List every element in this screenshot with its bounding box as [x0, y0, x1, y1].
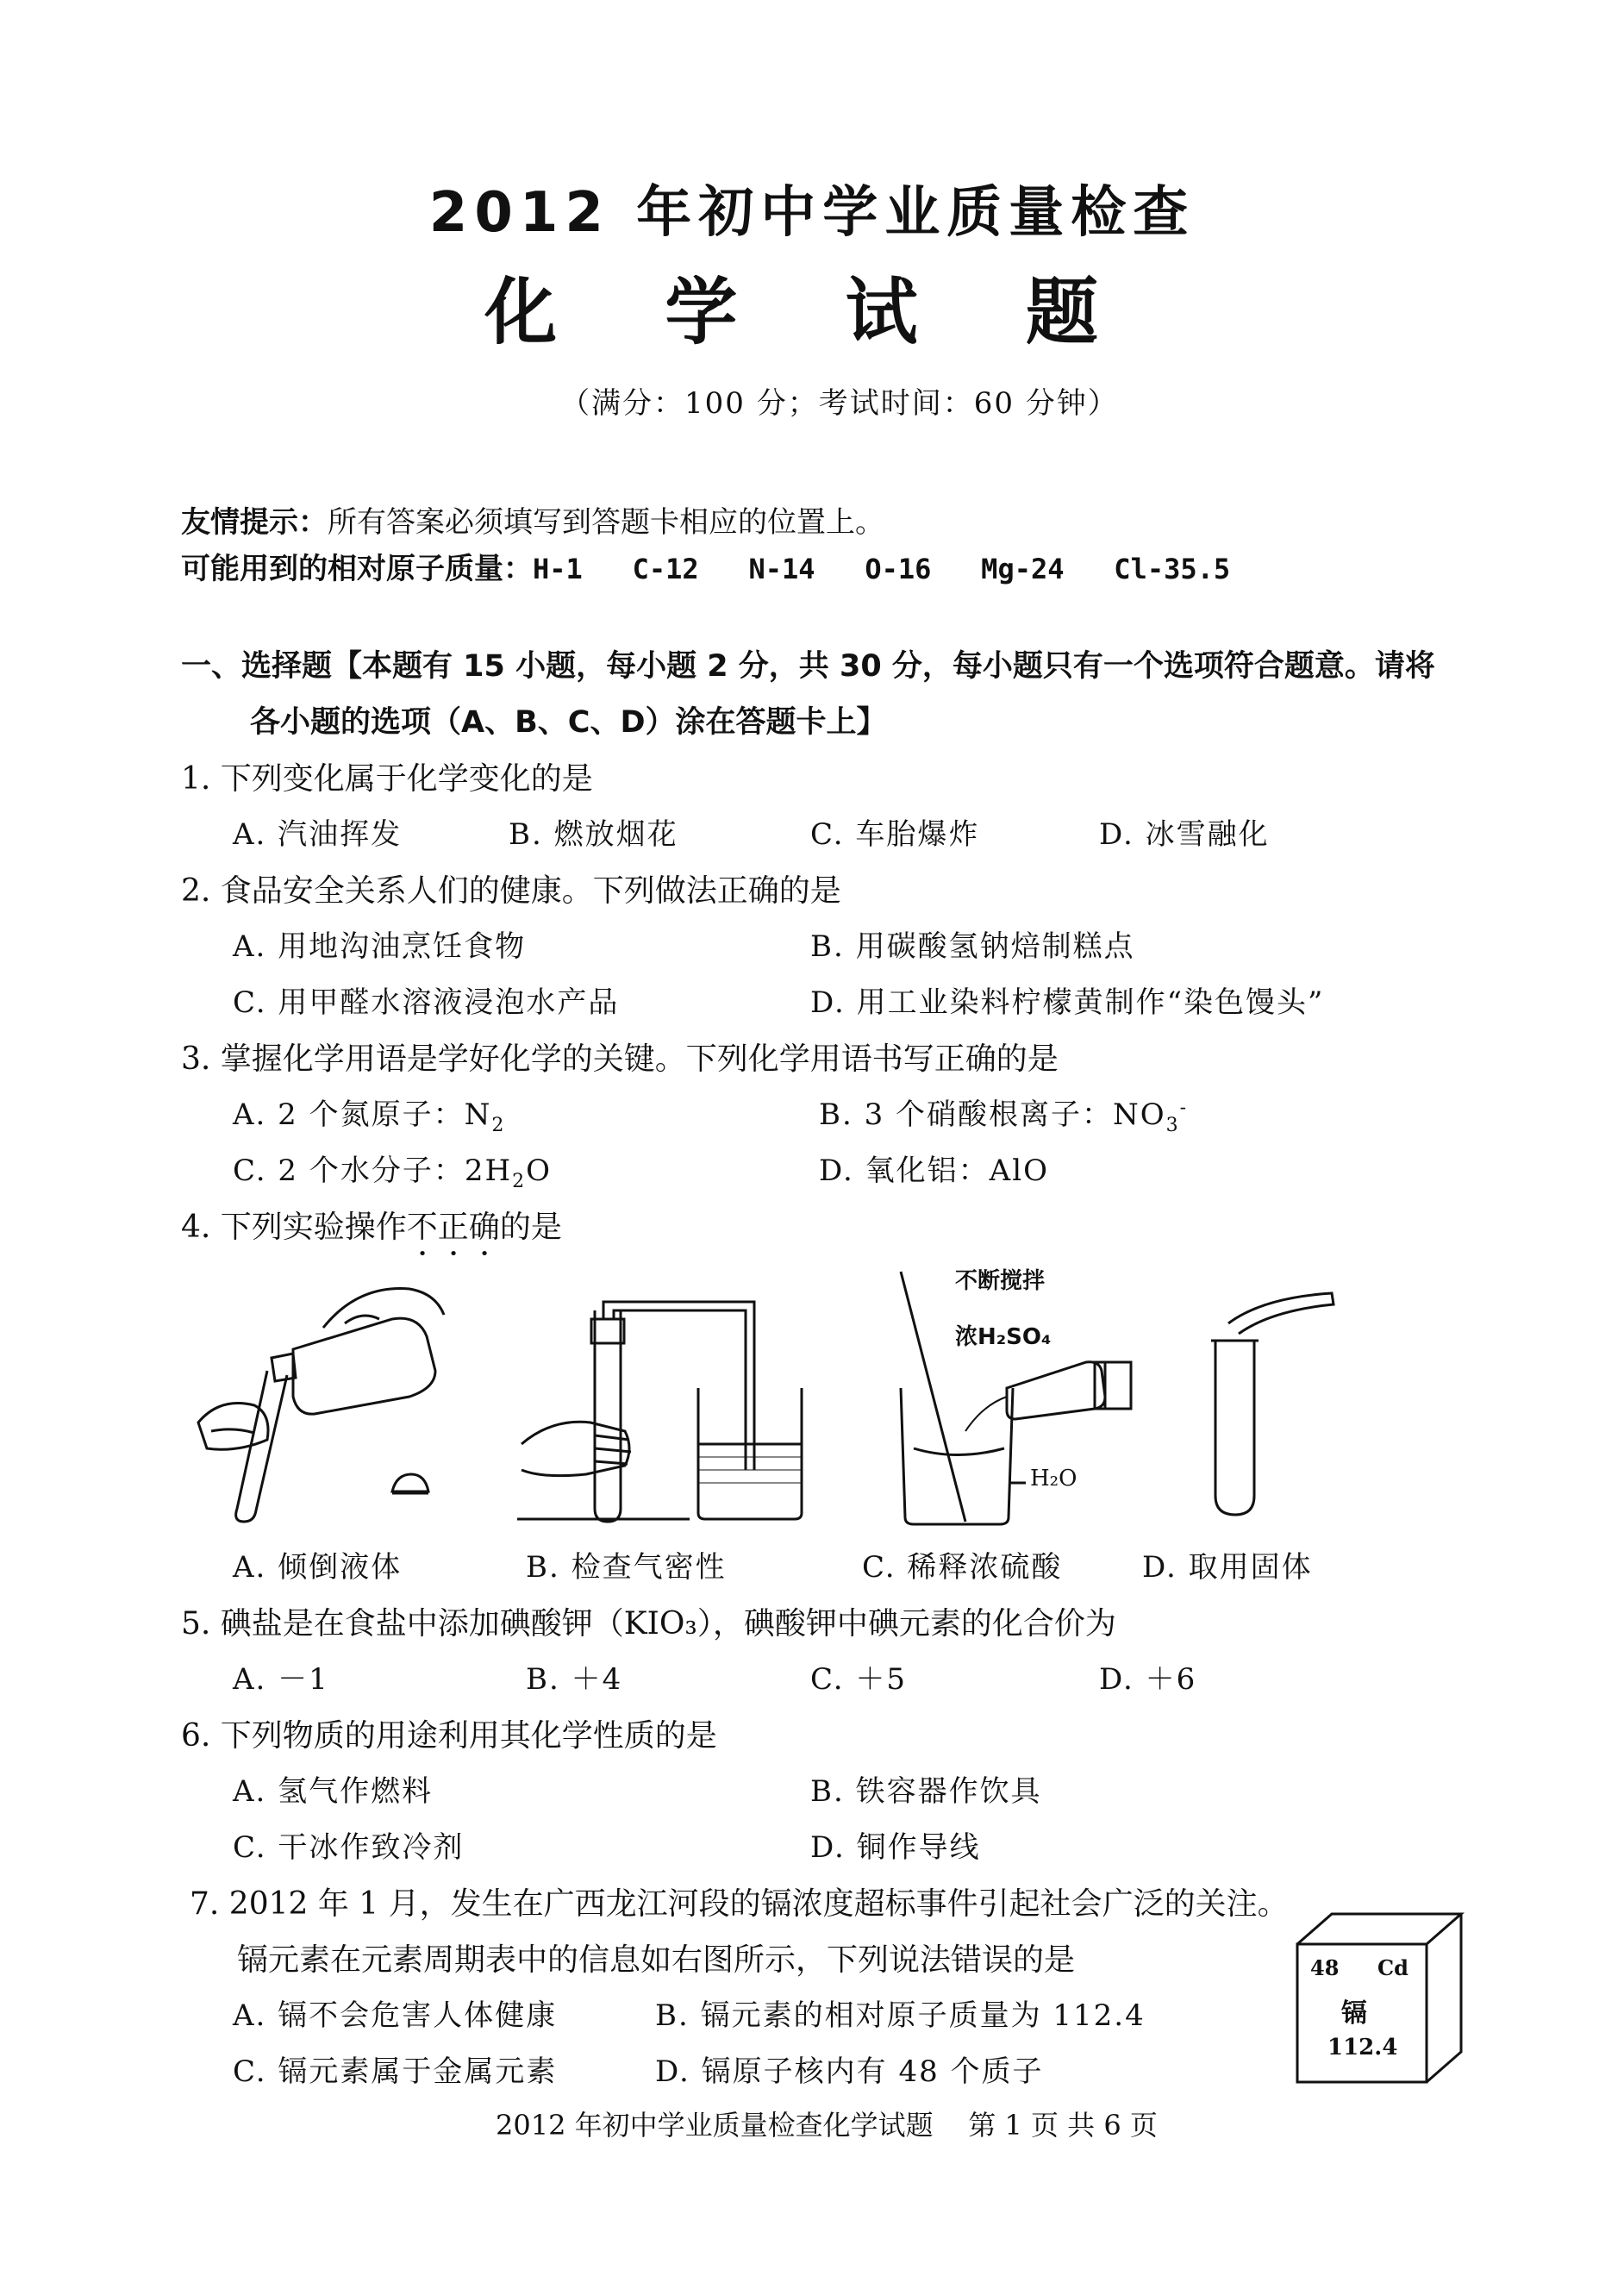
cell-element-name: 镉	[1341, 1998, 1367, 2029]
q4-option-c: C. 稀释浓硫酸	[862, 1550, 1063, 1585]
question-4-stem	[181, 1203, 562, 1263]
question-2-stem: 2. 食品安全关系人们的健康。下列做法正确的是	[181, 873, 841, 909]
question-7-stem: 7. 2012 年 1 月，发生在广西龙江河段的镉浓度超标事件引起社会广泛的关注。	[190, 1886, 1289, 1922]
q2-option-d: D. 用工业染料柠檬黄制作“染色馒头”	[810, 985, 1325, 1020]
q1-option-b: B. 燃放烟花	[509, 817, 678, 852]
q7-option-b: B. 镉元素的相对原子质量为 112.4	[655, 1998, 1146, 2033]
q4-option-b: B. 检查气密性	[526, 1550, 727, 1585]
q4-option-a: A. 倾倒液体	[233, 1550, 403, 1585]
exam-subject-title: 化 学 试 题	[484, 269, 1140, 354]
q3-option-c	[233, 1147, 552, 1192]
figure-diluting-sulfuric-acid	[879, 1259, 1146, 1535]
q3-c-formula-end: O	[526, 1154, 553, 1188]
question-5-stem: 5. 碘盐是在食盐中添加碘酸钾（KIO₃），碘酸钾中碘元素的化合价为	[181, 1606, 1116, 1642]
q1-option-d: D. 冰雪融化	[1099, 817, 1270, 852]
q3-a-formula: N	[464, 1097, 492, 1132]
page-footer: 2012 年初中学业质量检查化学试题 第 1 页 共 6 页	[496, 2109, 1158, 2142]
question-1-stem: 1. 下列变化属于化学变化的是	[181, 761, 593, 797]
question-6-stem: 6. 下列物质的用途利用其化学性质的是	[181, 1718, 717, 1754]
atomic-mass-label: 可能用到的相对原子质量：	[181, 552, 533, 586]
figure-c-water-label: H₂O	[1030, 1466, 1077, 1491]
section-heading: 一、选择题【本题有 15 小题，每小题 2 分，共 30 分，每小题只有一个选项符合题意。请将	[181, 649, 1435, 684]
q3-option-a	[233, 1091, 505, 1136]
q1-option-a: A. 汽油挥发	[233, 817, 403, 852]
q5-option-b: B. ＋4	[526, 1662, 623, 1697]
q1-option-c: C. 车胎爆炸	[810, 817, 980, 852]
q6-option-b: B. 铁容器作饮具	[810, 1774, 1042, 1809]
figure-taking-solid	[1194, 1289, 1349, 1522]
q3-d-label: D. 氧化铝：	[819, 1154, 990, 1188]
tips-text: 所有答案必须填写到答题卡相应的位置上。	[328, 505, 884, 540]
q3-option-d	[819, 1147, 1049, 1189]
cell-element-symbol: Cd	[1377, 1955, 1409, 1980]
question-3-stem: 3. 掌握化学用语是学好化学的关键。下列化学用语书写正确的是	[181, 1041, 1059, 1077]
q3-b-label: B. 3 个硝酸根离子：	[819, 1097, 1114, 1132]
q7-option-a: A. 镉不会危害人体健康	[233, 1998, 558, 2033]
q3-d-formula: AlO	[989, 1154, 1049, 1188]
q2-option-a: A. 用地沟油烹饪食物	[233, 929, 527, 964]
cell-atomic-mass: 112.4	[1327, 2035, 1398, 2060]
q7-option-d: D. 镉原子核内有 48 个质子	[655, 2054, 1044, 2089]
q2-option-b: B. 用碳酸氢钠焙制糕点	[810, 929, 1135, 964]
figure-c-stir-label: 不断搅拌	[955, 1268, 1046, 1294]
tips-line	[181, 498, 884, 541]
cell-atomic-number: 48	[1310, 1955, 1340, 1980]
q4-option-d: D. 取用固体	[1142, 1550, 1313, 1585]
q3-c-label: C. 2 个水分子：	[233, 1154, 465, 1188]
tips-label: 友情提示：	[181, 505, 328, 540]
figure-pouring-liquid	[185, 1267, 470, 1526]
q6-option-d: D. 铜作导线	[810, 1830, 981, 1865]
q6-option-a: A. 氢气作燃料	[233, 1774, 434, 1809]
exam-title: 2012 年初中学业质量检查	[428, 181, 1196, 245]
q6-option-c: C. 干冰作致冷剂	[233, 1830, 465, 1865]
q5-option-c: C. ＋5	[810, 1662, 908, 1697]
q3-c-formula: 2H	[464, 1154, 513, 1188]
q4-stem-post: 的是	[499, 1210, 562, 1245]
section-heading-line2: 各小题的选项（A、B、C、D）涂在答题卡上】	[250, 705, 887, 740]
score-time-line: （满分：100 分；考试时间：60 分钟）	[560, 386, 1119, 421]
q3-b-subscript: 3	[1165, 1114, 1180, 1136]
q5-option-d: D. ＋6	[1099, 1662, 1197, 1697]
q7-option-c: C. 镉元素属于金属元素	[233, 2054, 558, 2089]
figure-c-acid-label: 浓H₂SO₄	[955, 1324, 1052, 1350]
q3-option-b	[819, 1091, 1188, 1136]
q3-b-formula: NO	[1113, 1097, 1166, 1132]
q3-a-subscript: 2	[491, 1114, 506, 1136]
q3-b-superscript: -	[1179, 1097, 1189, 1119]
q4-stem-emphasis: 不正确	[406, 1210, 500, 1245]
q3-a-label: A. 2 个氮原子：	[233, 1097, 465, 1132]
atomic-mass-values: H-1 C-12 N-14 O-16 Mg-24 Cl-35.5	[533, 553, 1231, 585]
question-7-stem-line2: 镉元素在元素周期表中的信息如右图所示，下列说法错误的是	[237, 1942, 1076, 1978]
q3-c-subscript: 2	[512, 1170, 527, 1192]
q5-option-a: A. －1	[233, 1662, 329, 1697]
figure-airtightness-check	[517, 1293, 810, 1535]
q4-stem-pre: 4. 下列实验操作	[181, 1210, 407, 1245]
q2-option-c: C. 用甲醛水溶液浸泡水产品	[233, 985, 620, 1020]
atomic-mass-line	[181, 545, 1230, 587]
